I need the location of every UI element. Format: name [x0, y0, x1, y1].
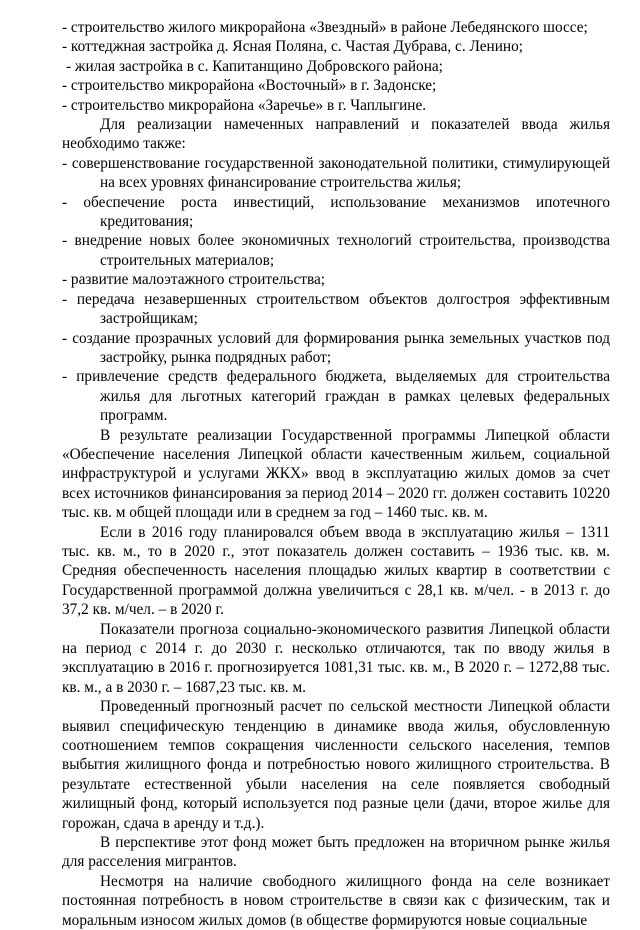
document-page	[62, 18, 610, 930]
paragraph: В перспективе этот фонд может быть предложен на вторичном рынке жилья для расселения мигрантов.	[62, 834, 610, 871]
list-item: - коттеджная застройка д. Ясная Поляна, с. Частая Дубрава, с. Ленино;	[62, 38, 523, 56]
list-item: - обеспечение роста инвестиций, использование механизмов ипотечного кредитования;	[62, 193, 610, 231]
paragraph: В результате реализации Государственной программы Липецкой области «Обеспечение населения Липецкой области качественным жильем, социальной инфраструктурой и услугами ЖКХ» ввод в эксплуатацию жилых домов за счет всех источников финансирования за период 2014 – 2020 гг. должен составить 10220 тыс. кв. м общей площади или в среднем за год – 1460 тыс. кв. м.	[62, 426, 610, 522]
list-item: - передача незавершенных строительством объектов долгостроя эффективным застройщикам;	[62, 290, 610, 328]
list-item: - строительство жилого микрорайона «Звездный» в районе Лебедянского шоссе;	[62, 19, 588, 36]
list-item: - привлечение средств федерального бюджета, выделяемых для строительства жилья для льготных категорий граждан в рамках целевых федеральных программ.	[62, 368, 610, 425]
list-item: - развитие малоэтажного строительства;	[62, 271, 326, 289]
list-item: - жилая застройка в с. Капитанщино Добровского района;	[66, 57, 443, 75]
paragraph: Несмотря на наличие свободного жилищного фонда на селе возникает постоянная потребность в новом строительстве в связи как с физическим, так и моральным износом жилых домов (в обществе формируются новые социальные	[62, 872, 610, 929]
list-item: - совершенствование государственной законодательной политики, стимулирующей на всех уровнях финансирование строительства жилья;	[62, 154, 610, 192]
paragraph: Показатели прогноза социально-экономического развития Липецкой области на период с 2014 г. до 2030 г. несколько отличаются, так по вводу жилья в эксплуатацию в 2016 г. прогнозируется 1081,31 тыс. кв. м., В 2020 г. – 1272,88 тыс. кв. м., а в 2030 г. – 1687,23 тыс. кв. м.	[62, 620, 610, 696]
paragraph: Для реализации намеченных направлений и показателей ввода жилья необходимо также:	[62, 116, 610, 153]
list-item: - внедрение новых более экономичных технологий строительства, производства строительных материалов;	[62, 232, 610, 269]
list-item: - создание прозрачных условий для формирования рынка земельных участков под застройку, рынка подрядных работ;	[62, 329, 610, 366]
paragraph: Проведенный прогнозный расчет по сельской местности Липецкой области выявил специфическую тенденцию в динамике ввода жилья, обусловленную соотношением темпов сокращения численности сельского населения, темпов выбытия жилищного фонда и потребностью нового жилищного строительства. В результате естественной убыли населения на селе появляется свободный жилищный фонд, который используется под разные цели (дачи, второе жилье для горожан, сдача в аренду и т.д.).	[62, 698, 610, 832]
paragraph: Если в 2016 году планировался объем ввода в эксплуатацию жилья – 1311 тыс. кв. м., то в 2020 г., этот показатель должен составить – 1936 тыс. кв. м. Средняя обеспеченность населения площадью жилых квартир в соответствии с Государственной программой должна увеличиться с 28,1 кв. м/чел. - в 2013 г. до 37,2 кв. м/чел. – в 2020 г.	[62, 523, 610, 619]
list-item: - строительство микрорайона «Заречье» в г. Чаплыгине.	[62, 96, 427, 114]
list-item: - строительство микрорайона «Восточный» в г. Задонске;	[62, 77, 437, 95]
